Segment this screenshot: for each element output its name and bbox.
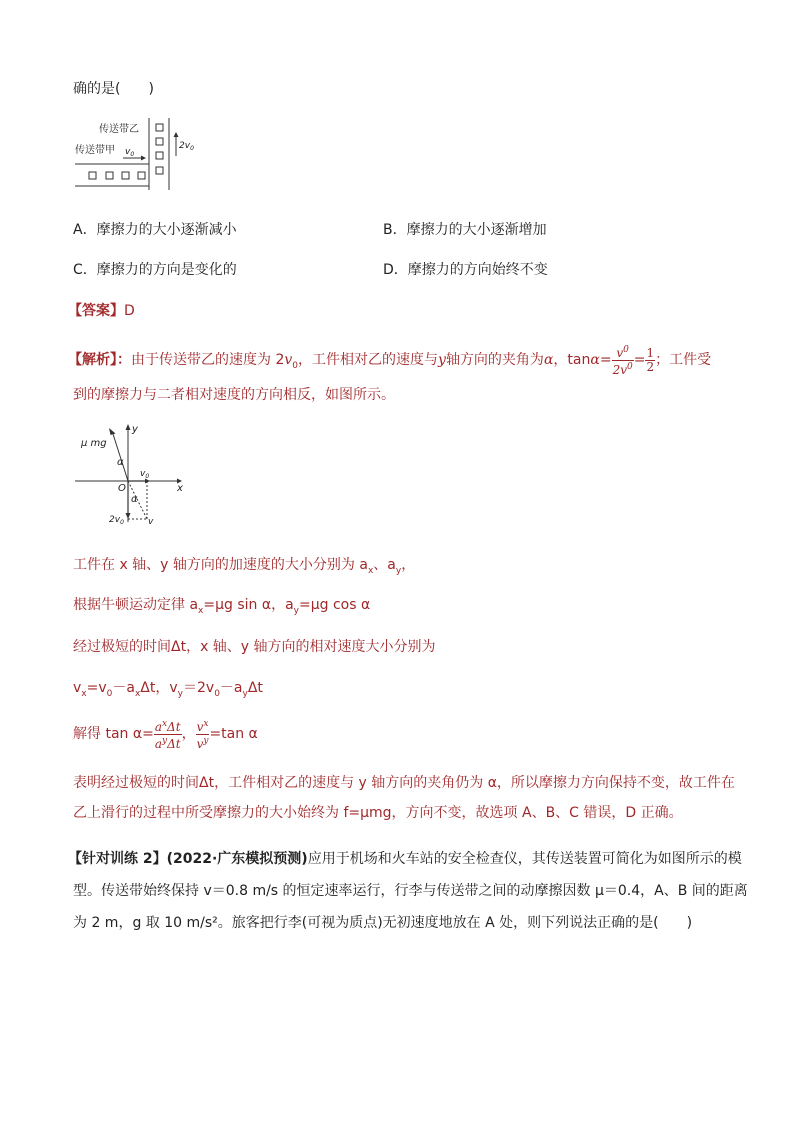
question-tail: 确的是( ) <box>73 81 154 97</box>
fraction-accel-ratio: $\frac{a^x\Delta t}{a^y\Delta t}$ <box>154 718 181 751</box>
training-label: 【针对训练 2】 <box>68 851 167 867</box>
fraction-half: $\frac{1}{2}$ <box>646 345 655 374</box>
option-c: C．摩擦力的方向是变化的 <box>73 262 237 278</box>
relative-velocity-line: $v_x=v_0-a_x\Delta t$，$v_y=2v_0-a_y\Delta t$ <box>73 680 263 699</box>
svg-text:2v0: $2v_0$ <box>109 515 124 526</box>
solve-line: 解得 tan α= $\frac{a^x\Delta t}{a^y\Delta t}$ ， $\frac{v^x}{v^y}$ =tan α <box>73 718 258 751</box>
svg-text:v0: $v_0$ <box>140 469 150 480</box>
short-time-line: 经过极短的时间Δt，x 轴、y 轴方向的相对速度大小分别为 <box>73 639 436 655</box>
y-axis-label: y <box>132 424 138 435</box>
option-b: B．摩擦力的大小逐渐增加 <box>383 222 547 238</box>
v0-label: v <box>125 147 131 157</box>
answer-value: D <box>124 303 135 319</box>
fraction-velocity-ratio: $\frac{v^x}{v^y}$ <box>196 718 209 751</box>
conclusion-line-1: 表明经过极短的时间Δt，工件相对乙的速度与 y 轴方向的夹角仍为 α，所以摩擦力方向保持不变，故工件在 <box>73 775 735 791</box>
friction-label: μ mg <box>81 438 107 449</box>
accel-line: 工件在 x 轴、y 轴方向的加速度的大小分别为 $a_x$、$a_y$， <box>73 557 416 576</box>
conveyor-figure <box>73 112 194 192</box>
answer-label: 【答案】 <box>68 303 124 319</box>
conclusion-line-2: 乙上滑行的过程中所受摩擦力的大小始终为 f=μmg，方向不变，故选项 A、B、C 错误，D 正确。 <box>73 805 683 821</box>
v-vector-label: v <box>148 517 154 527</box>
svg-text:2v0: $2v_0$ <box>179 141 194 152</box>
training-line-2: 型。传送带始终保持 v＝0.8 m/s 的恒定速率运行，行李与传送带之间的动摩擦因数 μ＝0.4，A、B 间的距离 <box>73 883 748 899</box>
option-d: D．摩擦力的方向始终不变 <box>383 262 548 278</box>
two-v0-label: 2v <box>179 141 191 151</box>
answer <box>68 300 135 320</box>
svg-text:v0: $v_0$ <box>125 147 135 158</box>
training-source: (2022·广东模拟预测) <box>166 851 308 867</box>
analysis-label: 【解析】 <box>68 352 117 368</box>
two-v0-vector-label: 2v <box>109 515 121 525</box>
option-a: A．摩擦力的大小逐渐减小 <box>73 222 237 238</box>
training-line-1: 【针对训练 2】(2022·广东模拟预测)应用于机场和火车站的安全检查仪，其传送装置可简化为如图所示的模 <box>68 851 742 867</box>
x-axis-label: x <box>177 483 183 494</box>
alpha-label-bottom: α <box>131 494 138 505</box>
v0-vector-label: v <box>140 469 146 479</box>
alpha-label-top: α <box>117 457 124 468</box>
analysis-line-2: 到的摩擦力与二者相对速度的方向相反，如图所示。 <box>73 387 395 403</box>
analysis-line-1: 【解析】：由于传送带乙的速度为 $2v_0$，工件相对乙的速度与y轴方向的夹角为α，tanα= $\frac{v^0}{2v^0}$ = $\frac{1}{2}$ ；工件受 <box>68 344 712 377</box>
training-line-3: 为 2 m，g 取 10 m/s²。旅客把行李(可视为质点)无初速度地放在 A 处，则下列说法正确的是( ) <box>73 915 693 931</box>
velocity-diagram <box>73 418 188 530</box>
belt-b-label: 传送带乙 <box>99 124 139 135</box>
origin-label: O <box>118 483 126 494</box>
fraction-v0-2v0: $\frac{v^0}{2v^0}$ <box>612 344 633 377</box>
newton-line: 根据牛顿运动定律 $a_x=\mu g$ sin α，$a_y=\mu g$ cos α <box>73 597 371 616</box>
belt-a-label: 传送带甲 <box>75 145 115 156</box>
